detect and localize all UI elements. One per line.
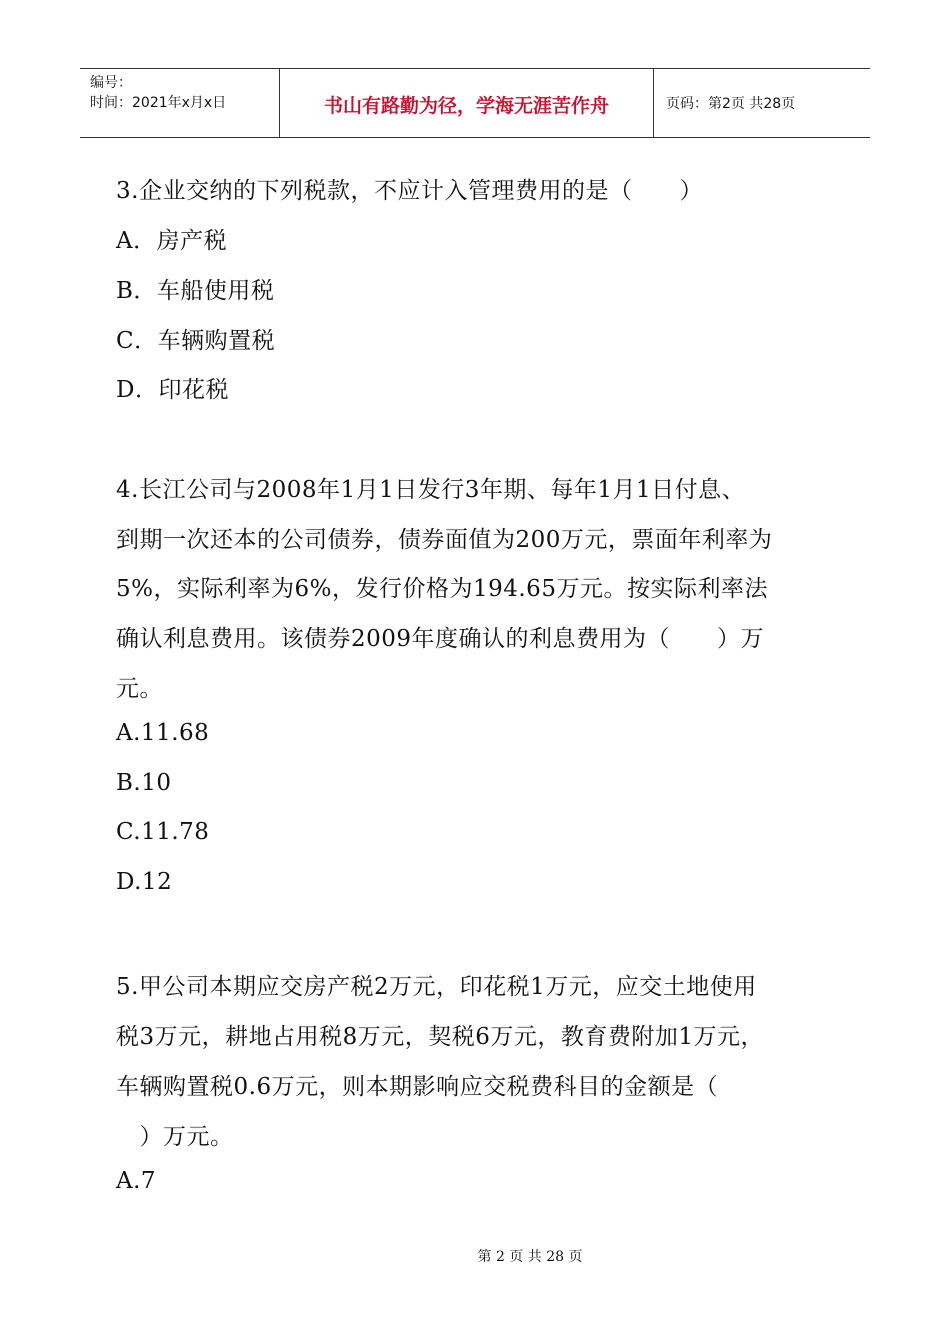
header-motto: 书山有路勤为径，学海无涯苦作舟 — [280, 69, 654, 137]
question-4-stem-line: 4.长江公司与2008年1月1日发行3年期、每年1月1日付息、 — [116, 477, 746, 503]
header-page-info: 页码：第2页 共28页 — [666, 96, 796, 112]
question-4-option-c: C.11.78 — [116, 819, 210, 845]
question-4-stem-line: 元。 — [116, 676, 163, 702]
page-footer: 第 2 页 共 28 页 — [477, 1249, 583, 1265]
page-header — [80, 68, 870, 138]
question-3-option-d: D．印花税 — [116, 377, 229, 403]
question-3-option-a: A．房产税 — [116, 228, 228, 254]
question-4-option-a: A.11.68 — [116, 720, 210, 746]
document-number-label: 编号： — [90, 75, 132, 91]
question-4-stem-line: 5%，实际利率为6%，发行价格为194.65万元。按实际利率法 — [116, 576, 768, 602]
question-5-stem-line: 税3万元，耕地占用税8万元，契税6万元，教育费附加1万元， — [116, 1024, 765, 1050]
question-3-option-b: B．车船使用税 — [116, 278, 275, 304]
question-5-stem-line: 车辆购置税0.6万元，则本期影响应交税费科目的金额是（ — [116, 1074, 719, 1100]
question-5-stem-line: 5.甲公司本期应交房产税2万元，印花税1万元，应交土地使用 — [116, 974, 757, 1000]
question-5-option-a: A.7 — [116, 1168, 157, 1194]
document-date: 时间：2021年x月x日 — [90, 95, 227, 111]
question-5-stem-line: ）万元。 — [116, 1124, 234, 1150]
question-3-option-c: C．车辆购置税 — [116, 328, 276, 354]
question-4-option-d: D.12 — [116, 869, 173, 895]
header-meta — [80, 69, 280, 137]
question-3-stem: 3.企业交纳的下列税款，不应计入管理费用的是（ ） — [116, 178, 703, 204]
question-4-stem-line: 到期一次还本的公司债券，债券面值为200万元，票面年利率为 — [116, 527, 773, 553]
question-4-stem-line: 确认利息费用。该债券2009年度确认的利息费用为（ ）万 — [116, 626, 765, 652]
question-4-option-b: B.10 — [116, 770, 172, 796]
